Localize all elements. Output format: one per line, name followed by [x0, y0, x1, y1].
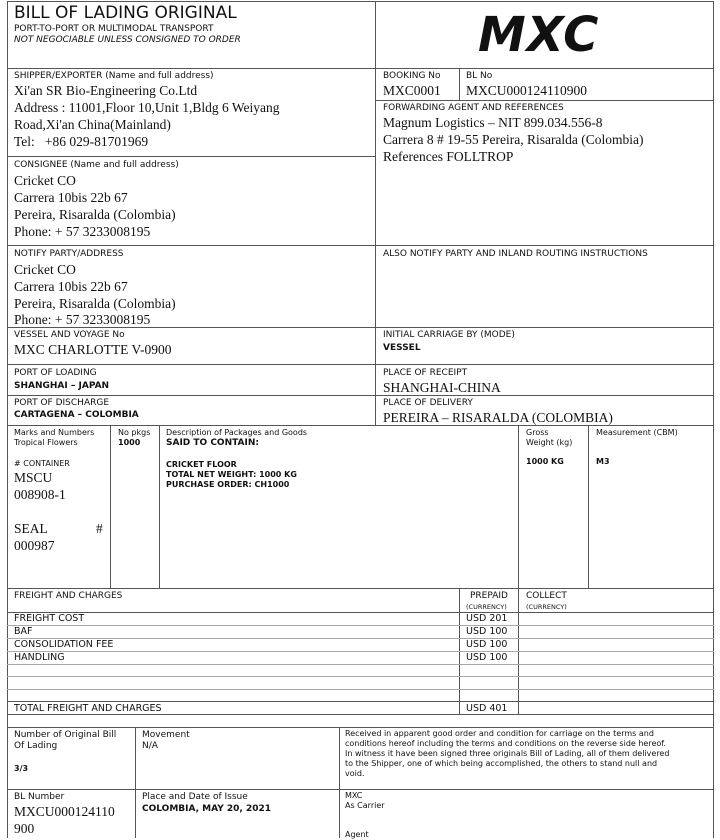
bl-number-line: 900: [14, 821, 35, 836]
freight-row-name: CONSOLIDATION FEE: [14, 639, 114, 650]
document-subtitle: PORT-TO-PORT OR MULTIMODAL TRANSPORT: [14, 24, 214, 34]
total-freight-label: TOTAL FREIGHT AND CHARGES: [14, 703, 162, 714]
notify-line: Cricket CO: [14, 262, 76, 277]
vessel-label: VESSEL AND VOYAGE No: [14, 330, 125, 340]
port-loading-value: SHANGHAI – JAPAN: [14, 381, 110, 391]
collect-label: COLLECT: [526, 591, 567, 601]
divider-footer-2: [339, 727, 340, 838]
initial-carriage-label: INITIAL CARRIAGE BY (MODE): [383, 330, 515, 340]
place-delivery-value: PEREIRA – RISARALDA (COLOMBIA): [383, 410, 613, 425]
received-text-line: void.: [345, 769, 365, 778]
freight-row-line: [7, 625, 714, 626]
shipper-label: SHIPPER/EXPORTER (Name and full address): [14, 71, 214, 81]
freight-row-line: [7, 676, 714, 677]
gross-weight-label: Weight (kg): [526, 438, 573, 447]
originals-label: Number of Original Bill: [14, 730, 117, 740]
port-discharge-value: CARTAGENA – COLOMBIA: [14, 410, 139, 420]
freight-row-prepaid: USD 100: [466, 639, 508, 650]
divider-center: [375, 1, 376, 425]
carrier-label: As Carrier: [345, 801, 385, 810]
freight-row-prepaid: USD 100: [466, 626, 508, 637]
border-right: [713, 1, 714, 838]
negotiable-notice: NOT NEGOCIABLE UNLESS CONSIGNED TO ORDER: [14, 35, 241, 45]
divider-total-bottom: [7, 714, 714, 715]
notify-label: NOTIFY PARTY/ADDRESS: [14, 249, 124, 259]
bl-number-label: BL Number: [14, 792, 65, 802]
received-text-line: In witness it have been signed three originals Bill of Lading, all of them delivered: [345, 749, 670, 758]
carrier-logo: MXC: [478, 7, 600, 63]
freight-row-line: [7, 651, 714, 652]
received-text-line: Received in apparent good order and condition for carriage on the terms and: [345, 729, 654, 738]
freight-row-line: [7, 664, 714, 665]
consignee-line: Pereira, Risaralda (Colombia): [14, 207, 176, 222]
freight-label: FREIGHT AND CHARGES: [14, 591, 123, 601]
notify-line: Phone: + 57 3233008195: [14, 312, 151, 327]
measurement-value: M3: [596, 457, 610, 466]
port-loading-label: PORT OF LOADING: [14, 368, 97, 378]
booking-number: MXC0001: [383, 83, 441, 98]
divider-shipper: [7, 156, 376, 157]
divider-booking: [375, 100, 714, 101]
freight-row-prepaid: USD 201: [466, 613, 508, 624]
consignee-line: Carrera 10bis 22b 67: [14, 190, 128, 205]
border-top: [7, 1, 714, 2]
divider-cargo-bottom: [7, 588, 714, 589]
collect-currency-label: (CURRENCY): [526, 603, 567, 611]
port-discharge-label: PORT OF DISCHARGE: [14, 398, 110, 408]
agent-label: Agent: [345, 830, 369, 839]
said-to-contain: SAID TO CONTAIN:: [166, 438, 259, 448]
prepaid-label: PREPAID: [470, 591, 508, 601]
freight-row-name: HANDLING: [14, 652, 65, 663]
bl-number-line: MXCU000124110: [14, 804, 115, 819]
movement-value: N/A: [142, 741, 158, 751]
description-line: PURCHASE ORDER: CH1000: [166, 480, 290, 489]
place-date-label: Place and Date of Issue: [142, 792, 248, 802]
received-text-line: to the Shipper, one of which being accomplished, the others to stand null and: [345, 759, 658, 768]
shipper-line: Address : 11001,Floor 10,Unit 1,Bldg 6 Weiyang: [14, 100, 280, 115]
freight-row-prepaid: USD 100: [466, 652, 508, 663]
divider-footer: [7, 727, 714, 728]
received-text-line: conditions hereof including the terms and conditions on the reverse side hereof.: [345, 739, 667, 748]
consignee-label: CONSIGNEE (Name and full address): [14, 160, 179, 170]
carrier-name: MXC: [345, 791, 363, 800]
shipper-line: Road,Xi'an China(Mainland): [14, 117, 171, 132]
gross-weight-label: Gross: [526, 428, 549, 437]
movement-label: Movement: [142, 730, 190, 740]
pkgs-label: No pkgs: [118, 428, 151, 437]
divider-cargo-4: [588, 425, 589, 588]
divider-consignee: [7, 245, 714, 246]
freight-row-line: [7, 689, 714, 690]
marks-label: Marks and Numbers: [14, 428, 95, 437]
description-label: Description of Packages and Goods: [166, 428, 308, 437]
pkgs-value: 1000: [118, 438, 141, 447]
place-receipt-value: SHANGHAI-CHINA: [383, 380, 501, 395]
divider-loading: [7, 395, 714, 396]
consignee-line: Cricket CO: [14, 173, 76, 188]
measurement-label: Measurement (CBM): [596, 428, 678, 437]
seal-value: 000987: [14, 538, 55, 553]
vessel-value: MXC CHARLOTTE V-0900: [14, 342, 172, 357]
seal-label: SEAL: [14, 521, 48, 536]
divider-footer-1: [135, 727, 136, 838]
place-date-value: COLOMBIA, MAY 20, 2021: [142, 804, 272, 814]
booking-label: BOOKING No: [383, 71, 441, 81]
consignee-line: Phone: + 57 3233008195: [14, 224, 151, 239]
place-delivery-label: PLACE OF DELIVERY: [383, 398, 473, 408]
container-label: # CONTAINER: [14, 459, 70, 468]
divider-cargo-2: [159, 425, 160, 588]
divider-header: [7, 68, 714, 69]
divider-cargo-3: [518, 425, 519, 588]
divider-booking-bl: [459, 68, 460, 100]
divider-footer-mid: [7, 789, 714, 790]
initial-carriage-value: VESSEL: [383, 343, 421, 353]
description-line: CRICKET FLOOR: [166, 460, 237, 469]
divider-total-top: [7, 701, 714, 702]
total-freight-value: USD 401: [466, 703, 508, 714]
forwarding-line: Magnum Logistics – NIT 899.034.556-8: [383, 115, 603, 130]
description-line: TOTAL NET WEIGHT: 1000 KG: [166, 470, 297, 479]
forwarding-label: FORWARDING AGENT AND REFERENCES: [383, 103, 564, 113]
border-left: [7, 1, 8, 838]
divider-cargo-1: [110, 425, 111, 588]
notify-line: Pereira, Risaralda (Colombia): [14, 296, 176, 311]
forwarding-line: References FOLLTROP: [383, 149, 514, 164]
notify-line: Carrera 10bis 22b 67: [14, 279, 128, 294]
freight-row-name: BAF: [14, 626, 33, 637]
bl-number: MXCU000124110900: [466, 83, 588, 98]
originals-label: Of Lading: [14, 741, 58, 751]
place-receipt-label: PLACE OF RECEIPT: [383, 368, 468, 378]
container-line: MSCU: [14, 470, 53, 485]
shipper-line: Xi'an SR Bio-Engineering Co.Ltd: [14, 83, 198, 98]
document-title: BILL OF LADING ORIGINAL: [14, 3, 237, 23]
freight-row-name: FREIGHT COST: [14, 613, 85, 624]
forwarding-line: Carrera 8 # 19-55 Pereira, Risaralda (Colombia): [383, 132, 644, 147]
marks-label: Tropical Flowers: [14, 438, 78, 447]
divider-vessel: [7, 364, 714, 365]
seal-hash: #: [96, 521, 103, 536]
also-notify-label: ALSO NOTIFY PARTY AND INLAND ROUTING INSTRUCTIONS: [383, 249, 648, 259]
shipper-line: Tel: +86 029-81701969: [14, 134, 149, 149]
divider-freight-head: [7, 612, 714, 613]
originals-value: 3/3: [14, 764, 29, 773]
bl-label: BL No: [466, 71, 493, 81]
container-line: 008908-1: [14, 487, 66, 502]
gross-weight-value: 1000 KG: [526, 457, 564, 466]
prepaid-currency-label: (CURRENCY): [466, 603, 507, 611]
